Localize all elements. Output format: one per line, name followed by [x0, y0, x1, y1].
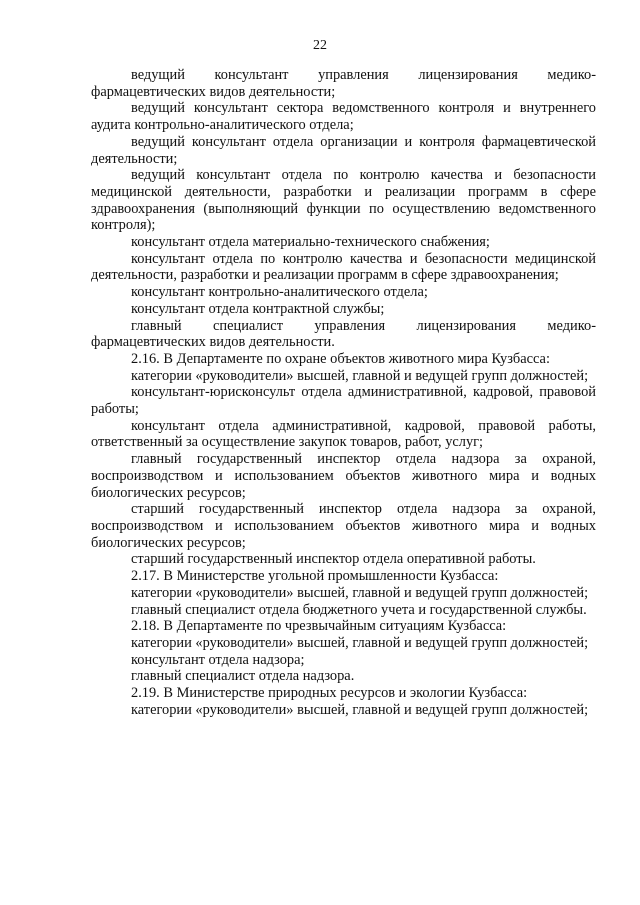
paragraph: категории «руководители» высшей, главной и ведущей групп должностей;	[131, 701, 589, 718]
page-number: 22	[313, 38, 327, 53]
paragraph: ведущий консультант сектора ведомственного контроля и внутреннего аудита контрольно-аналитического отдела;	[91, 100, 596, 134]
paragraph: ведущий консультант отдела по контролю качества и безопасности медицинской деятельности, разработки и реализации программ в сфере здравоохранения (выполняющий функции по осуществлению ведомственного контроля);	[91, 167, 596, 234]
paragraph: ведущий консультант управления лицензирования медико-фармацевтических видов деятельности;	[91, 67, 596, 100]
paragraph: главный специалист отдела бюджетного учета и государственной службы.	[131, 601, 587, 618]
document-body	[91, 67, 596, 718]
paragraph: консультант отдела контрактной службы;	[131, 300, 385, 317]
paragraph: консультант-юрисконсульт отдела административной, кадровой, правовой работы;	[91, 384, 596, 418]
paragraph: категории «руководители» высшей, главной и ведущей групп должностей;	[131, 584, 589, 601]
paragraph: консультант контрольно-аналитического отдела;	[131, 284, 428, 301]
paragraph: консультант отдела по контролю качества и безопасности медицинской деятельности, разработки и реализации программ в сфере здравоохранения;	[91, 250, 596, 284]
paragraph: консультант отдела материально-технического снабжения;	[131, 234, 490, 251]
section-heading: 2.16. В Департаменте по охране объектов животного мира Кузбасса:	[131, 350, 550, 367]
paragraph: консультант отдела надзора;	[131, 651, 305, 668]
paragraph: категории «руководители» высшей, главной и ведущей групп должностей;	[131, 634, 589, 651]
paragraph: старший государственный инспектор отдела надзора за охраной, воспроизводством и использованием объектов животного мира и водных биологических ресурсов;	[91, 501, 596, 551]
section-heading: 2.17. В Министерстве угольной промышленности Кузбасса:	[131, 568, 499, 585]
paragraph: категории «руководители» высшей, главной и ведущей групп должностей;	[131, 367, 589, 384]
section-heading: 2.18. В Департаменте по чрезвычайным ситуациям Кузбасса:	[131, 618, 507, 635]
paragraph: главный специалист отдела надзора.	[131, 668, 355, 685]
paragraph: главный специалист управления лицензирования медико-фармацевтических видов деятельности.	[91, 317, 596, 351]
paragraph: консультант отдела административной, кадровой, правовой работы, ответственный за осуществление закупок товаров, работ, услуг;	[91, 417, 596, 451]
paragraph: главный государственный инспектор отдела надзора за охраной, воспроизводством и использованием объектов животного мира и водных биологических ресурсов;	[91, 451, 596, 501]
paragraph: старший государственный инспектор отдела оперативной работы.	[131, 551, 536, 568]
section-heading: 2.19. В Министерстве природных ресурсов и экологии Кузбасса:	[131, 685, 528, 702]
paragraph: ведущий консультант отдела организации и контроля фармацевтической деятельности;	[91, 133, 596, 167]
